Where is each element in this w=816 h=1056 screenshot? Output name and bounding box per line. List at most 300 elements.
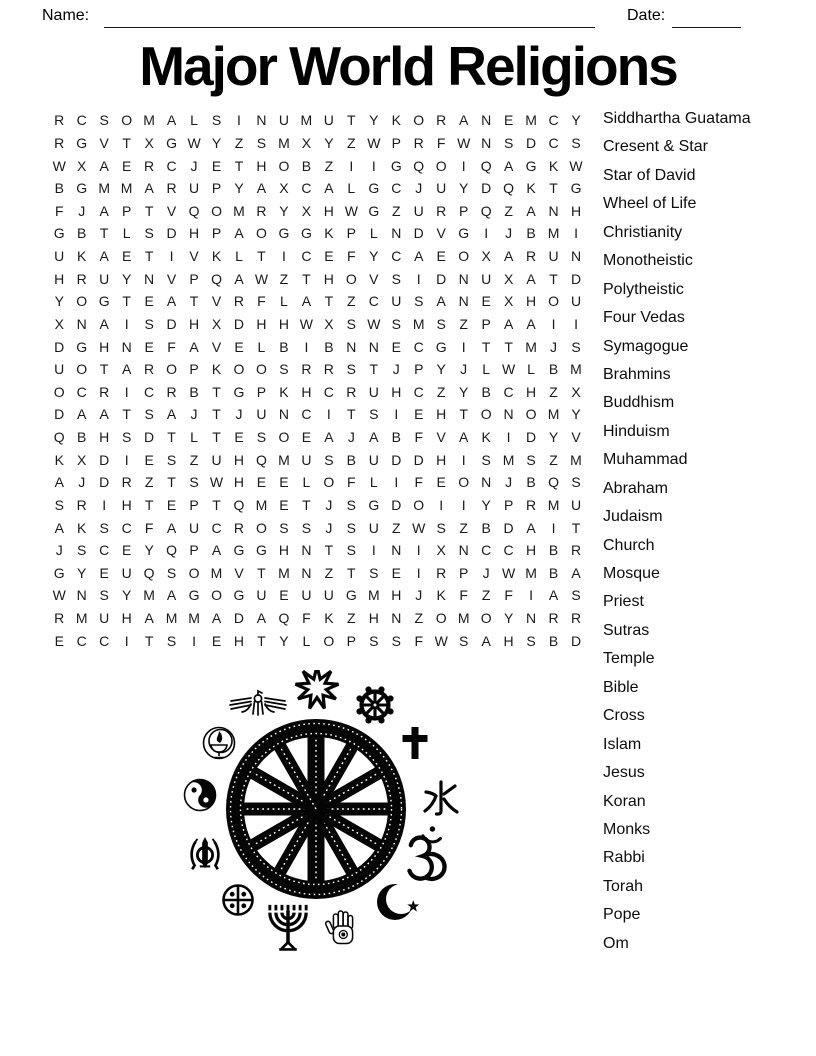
grid-letter: P <box>189 542 199 559</box>
menorah-icon <box>270 905 306 950</box>
grid-letter: C <box>323 383 334 400</box>
grid-letter: V <box>234 564 244 581</box>
grid-letter: T <box>144 496 154 513</box>
grid-letter: O <box>413 496 425 513</box>
grid-letter: C <box>301 248 312 265</box>
grid-letter: M <box>502 451 515 468</box>
grid-letter: H <box>391 587 402 604</box>
grid-letter: T <box>347 564 356 581</box>
grid-letter: S <box>121 429 132 446</box>
grid-letter: R <box>99 383 110 400</box>
grid-letter: T <box>481 338 491 355</box>
grid-letter: T <box>369 361 379 378</box>
grid-letter: W <box>299 315 313 332</box>
grid-letter: X <box>503 293 514 310</box>
grid-letter: M <box>98 180 110 197</box>
grid-letter: I <box>237 112 241 129</box>
grid-letter: S <box>99 587 109 604</box>
grid-letter: C <box>99 542 110 559</box>
grid-letter: V <box>571 429 581 446</box>
grid-letter: O <box>278 429 290 446</box>
grid-letter: U <box>301 587 312 604</box>
grid-letter: U <box>278 112 289 129</box>
grid-letter: M <box>143 587 155 604</box>
grid-letter: A <box>301 293 312 310</box>
grid-letter: V <box>369 270 379 287</box>
grid-letter: T <box>122 406 131 423</box>
grid-letter: S <box>346 542 356 559</box>
grid-letter: K <box>54 451 64 468</box>
grid-letter: A <box>526 315 536 332</box>
grid-letter: H <box>188 225 200 242</box>
grid-letter: W <box>502 361 516 378</box>
grid-letter: C <box>99 632 110 649</box>
word-list-item: Mosque <box>603 565 660 582</box>
grid-letter: H <box>436 406 447 423</box>
grid-letter: R <box>323 361 334 378</box>
grid-letter: K <box>391 112 401 129</box>
grid-letter: Q <box>480 202 492 219</box>
grid-letter: D <box>144 429 155 446</box>
grid-letter: N <box>76 587 87 604</box>
grid-letter: F <box>504 587 513 604</box>
grid-letter: F <box>144 519 154 536</box>
grid-letter: I <box>416 564 421 581</box>
religious-symbols-emblem <box>168 670 468 962</box>
grid-letter: E <box>279 496 289 513</box>
grid-letter: S <box>503 134 514 151</box>
word-list-item: Temple <box>603 650 655 668</box>
grid-letter: V <box>211 293 222 310</box>
dharma-wheel-icon <box>356 686 393 723</box>
word-list-item: Judaism <box>603 508 663 526</box>
grid-letter: Z <box>391 519 401 536</box>
grid-letter: U <box>121 564 132 581</box>
grid-letter: A <box>144 180 154 197</box>
grid-letter: E <box>436 248 446 265</box>
grid-letter: R <box>54 610 65 627</box>
grid-letter: B <box>391 429 401 446</box>
grid-letter: X <box>144 134 154 151</box>
word-list-item: Jesus <box>603 764 645 782</box>
word-list-item: Monks <box>603 820 651 838</box>
word-list-item: Bible <box>603 678 639 696</box>
grid-letter: O <box>278 157 290 174</box>
grid-letter: N <box>391 610 402 627</box>
grid-letter: A <box>548 587 559 604</box>
grid-letter: Z <box>481 587 491 604</box>
grid-letter: P <box>346 632 356 649</box>
grid-letter: P <box>211 225 222 242</box>
grid-letter: H <box>99 429 110 446</box>
grid-letter: L <box>347 180 356 197</box>
om-icon <box>409 826 444 879</box>
word-list-item: Muhammad <box>603 451 688 469</box>
word-list-item: Wheel of Life <box>603 195 697 213</box>
grid-letter: W <box>434 632 448 649</box>
grid-letter: V <box>166 270 177 287</box>
grid-letter: P <box>189 270 199 287</box>
grid-letter: B <box>324 338 334 355</box>
grid-letter: H <box>503 632 514 649</box>
grid-letter: H <box>301 383 312 400</box>
grid-letter: U <box>368 519 379 536</box>
grid-letter: A <box>166 519 177 536</box>
grid-letter: M <box>547 225 560 242</box>
native-medicine-wheel-icon <box>224 886 253 915</box>
grid-letter: E <box>166 496 177 513</box>
grid-letter: W <box>209 474 224 491</box>
grid-letter: H <box>99 338 110 355</box>
grid-letter: M <box>525 564 537 581</box>
grid-letter: U <box>436 180 447 197</box>
grid-letter: O <box>435 610 447 627</box>
grid-letter: V <box>436 429 446 446</box>
date-blank-line <box>672 8 741 28</box>
grid-letter: H <box>526 542 537 559</box>
word-list <box>603 105 751 958</box>
grid-letter: M <box>278 564 290 581</box>
grid-letter: B <box>526 225 536 242</box>
grid-letter: H <box>323 202 334 219</box>
grid-letter: G <box>570 180 582 197</box>
grid-letter: R <box>166 180 177 197</box>
grid-letter: W <box>412 519 426 536</box>
grid-letter: I <box>394 406 399 423</box>
grid-letter: S <box>189 474 199 491</box>
faravahar-icon <box>230 691 286 715</box>
grid-letter: T <box>234 157 244 174</box>
word-list-item: Cross <box>603 707 645 725</box>
grid-letter: Y <box>503 610 514 627</box>
word-list-item: Church <box>603 536 655 554</box>
grid-letter: Q <box>53 429 65 446</box>
grid-letter: M <box>120 180 133 197</box>
grid-letter: I <box>416 542 421 559</box>
grid-letter: J <box>190 406 198 423</box>
grid-letter: A <box>99 406 109 423</box>
grid-letter: I <box>326 406 331 423</box>
grid-letter: F <box>414 474 424 491</box>
grid-letter: O <box>53 383 65 400</box>
grid-letter: B <box>548 542 559 559</box>
grid-letter: C <box>144 383 155 400</box>
grid-letter: F <box>257 293 266 310</box>
grid-letter: O <box>166 361 178 378</box>
grid-letter: Q <box>480 157 492 174</box>
grid-letter: P <box>189 361 199 378</box>
grid-letter: Y <box>234 180 244 197</box>
grid-letter: K <box>436 587 446 604</box>
grid-letter: D <box>436 270 447 287</box>
grid-letter: C <box>121 519 132 536</box>
word-list-item: Om <box>603 934 629 952</box>
grid-letter: L <box>369 474 378 491</box>
grid-letter: M <box>570 451 582 468</box>
grid-letter: E <box>279 587 289 604</box>
grid-letter: S <box>166 632 177 649</box>
grid-letter: R <box>256 202 267 219</box>
grid-letter: T <box>459 406 468 423</box>
grid-letter: G <box>76 134 88 151</box>
grid-letter: I <box>371 157 376 174</box>
grid-letter: C <box>76 632 87 649</box>
grid-letter: I <box>281 248 286 265</box>
grid-letter: S <box>99 519 109 536</box>
grid-letter: X <box>211 315 222 332</box>
grid-letter: S <box>369 406 379 423</box>
grid-letter: R <box>570 610 582 627</box>
grid-letter: V <box>211 338 222 355</box>
grid-letter: M <box>412 315 425 332</box>
grid-letter: J <box>415 180 423 197</box>
grid-letter: D <box>391 451 402 468</box>
grid-letter: P <box>503 496 514 513</box>
grid-letter: N <box>391 225 402 242</box>
confucianism-water-icon <box>425 782 457 814</box>
grid-letter: P <box>414 361 424 378</box>
grid-letter: M <box>210 564 223 581</box>
word-list-item: Symagogue <box>603 337 689 355</box>
grid-letter: R <box>436 564 447 581</box>
grid-letter: D <box>413 451 424 468</box>
grid-letter: N <box>121 338 132 355</box>
grid-letter: B <box>548 564 559 581</box>
grid-letter: O <box>413 112 425 129</box>
grid-letter: M <box>547 406 560 423</box>
grid-letter: F <box>436 134 446 151</box>
grid-letter: G <box>368 180 380 197</box>
grid-letter: O <box>121 112 133 129</box>
grid-letter: T <box>347 112 356 129</box>
grid-letter: C <box>413 338 424 355</box>
grid-letter: A <box>526 519 536 536</box>
grid-letter: T <box>257 564 266 581</box>
grid-letter: S <box>571 474 581 491</box>
grid-letter: N <box>481 112 492 129</box>
grid-letter: A <box>459 112 469 129</box>
grid-letter: D <box>54 338 65 355</box>
grid-letter: R <box>526 248 537 265</box>
grid-letter: C <box>76 112 87 129</box>
grid-letter: E <box>436 474 446 491</box>
grid-letter: K <box>77 519 87 536</box>
grid-letter: I <box>461 338 466 355</box>
bahai-nine-pointed-star-icon <box>296 670 339 708</box>
grid-letter: O <box>345 270 357 287</box>
grid-letter: K <box>481 429 491 446</box>
grid-letter: Q <box>503 180 515 197</box>
grid-letter: S <box>369 632 379 649</box>
grid-letter: D <box>166 225 177 242</box>
dharma-wheel-large-icon <box>231 724 402 895</box>
grid-letter: I <box>124 632 129 649</box>
grid-letter: O <box>323 474 335 491</box>
grid-letter: U <box>413 202 424 219</box>
grid-letter: J <box>550 338 558 355</box>
grid-letter: S <box>436 315 446 332</box>
grid-letter: R <box>301 361 312 378</box>
grid-letter: D <box>413 225 424 242</box>
grid-letter: G <box>233 383 245 400</box>
grid-letter: N <box>301 542 312 559</box>
grid-letter: D <box>233 610 245 627</box>
grid-letter: J <box>78 474 86 491</box>
grid-letter: T <box>549 180 558 197</box>
grid-letter: G <box>368 202 380 219</box>
grid-letter: T <box>257 632 266 649</box>
grid-letter: G <box>525 157 537 174</box>
grid-letter: G <box>390 157 402 174</box>
name-blank-line <box>104 8 595 28</box>
christian-cross-icon <box>403 727 428 759</box>
grid-letter: O <box>458 248 470 265</box>
grid-letter: Z <box>347 610 356 627</box>
grid-letter: S <box>414 293 424 310</box>
grid-letter: W <box>344 202 358 219</box>
grid-letter: R <box>121 474 132 491</box>
grid-letter: C <box>391 180 402 197</box>
grid-letter: A <box>571 564 581 581</box>
grid-letter: B <box>54 180 64 197</box>
grid-letter: G <box>53 564 65 581</box>
grid-letter: L <box>280 293 288 310</box>
grid-letter: S <box>526 451 536 468</box>
grid-letter: E <box>121 157 132 174</box>
grid-letter: Q <box>188 202 200 219</box>
grid-letter: G <box>76 338 88 355</box>
grid-letter: N <box>526 610 537 627</box>
grid-letter: N <box>548 202 559 219</box>
grid-letter: K <box>324 610 334 627</box>
grid-letter: A <box>459 429 469 446</box>
grid-letter: S <box>391 315 401 332</box>
grid-letter: T <box>212 496 221 513</box>
grid-letter: A <box>526 270 536 287</box>
grid-letter: B <box>548 361 559 378</box>
grid-letter: X <box>54 315 64 332</box>
grid-letter: U <box>368 451 379 468</box>
grid-letter: N <box>346 338 357 355</box>
grid-letter: W <box>569 157 583 174</box>
grid-letter: S <box>346 315 356 332</box>
grid-letter: H <box>256 315 267 332</box>
grid-letter: A <box>166 112 177 129</box>
grid-letter: E <box>503 112 514 129</box>
grid-letter: N <box>481 474 492 491</box>
grid-letter: M <box>457 610 470 627</box>
grid-letter: U <box>323 587 334 604</box>
grid-letter: H <box>368 610 379 627</box>
grid-letter: S <box>256 429 267 446</box>
grid-letter: Q <box>233 496 245 513</box>
grid-letter: Y <box>369 248 379 265</box>
grid-letter: I <box>461 496 466 513</box>
grid-letter: L <box>190 429 198 446</box>
grid-letter: T <box>167 474 176 491</box>
grid-letter: E <box>144 451 154 468</box>
grid-letter: D <box>526 134 537 151</box>
grid-letter: H <box>233 451 245 468</box>
grid-letter: H <box>233 474 245 491</box>
grid-letter: A <box>54 474 64 491</box>
grid-letter: A <box>234 225 244 242</box>
grid-letter: X <box>301 134 312 151</box>
grid-letter: Z <box>234 134 244 151</box>
word-list-item: Monotheistic <box>603 252 693 270</box>
grid-letter: T <box>302 270 311 287</box>
grid-letter: D <box>570 270 582 287</box>
grid-letter: T <box>122 293 131 310</box>
grid-letter: T <box>549 270 558 287</box>
grid-letter: L <box>122 225 131 242</box>
word-list-item: Christianity <box>603 223 683 241</box>
grid-letter: A <box>99 202 109 219</box>
grid-letter: V <box>436 225 446 242</box>
grid-letter: O <box>548 293 559 310</box>
grid-letter: N <box>368 338 379 355</box>
grid-letter: A <box>189 338 199 355</box>
grid-letter: A <box>77 406 87 423</box>
grid-letter: D <box>166 315 177 332</box>
grid-letter: F <box>414 632 424 649</box>
grid-letter: Q <box>211 270 222 287</box>
grid-letter: P <box>256 383 267 400</box>
page-title: Major World Religions <box>139 35 677 97</box>
grid-letter: S <box>279 519 289 536</box>
grid-letter: F <box>302 610 311 627</box>
grid-letter: S <box>571 587 581 604</box>
grid-letter: X <box>571 383 581 400</box>
grid-letter: D <box>503 519 514 536</box>
grid-letter: F <box>347 474 356 491</box>
grid-letter: Y <box>121 270 132 287</box>
grid-letter: C <box>166 157 177 174</box>
grid-letter: T <box>571 519 581 536</box>
grid-letter: O <box>76 293 88 310</box>
grid-letter: I <box>349 157 354 174</box>
grid-letter: Y <box>324 134 334 151</box>
grid-letter: G <box>368 496 380 513</box>
grid-letter: R <box>526 496 537 513</box>
word-list-item: Rabbi <box>603 849 645 867</box>
grid-letter: S <box>77 542 87 559</box>
grid-letter: Z <box>347 134 356 151</box>
grid-letter: I <box>439 496 444 513</box>
grid-letter: C <box>548 112 559 129</box>
grid-letter: J <box>347 429 355 446</box>
word-list-item: Pope <box>603 906 641 924</box>
grid-letter: Z <box>459 519 468 536</box>
grid-letter: G <box>76 180 88 197</box>
grid-letter: Q <box>278 610 290 627</box>
grid-letter: Y <box>548 429 559 446</box>
grid-letter: U <box>481 270 492 287</box>
grid-letter: T <box>324 293 334 310</box>
yin-yang-icon <box>178 773 222 817</box>
grid-letter: G <box>278 225 290 242</box>
grid-letter: U <box>99 610 110 627</box>
grid-letter: A <box>234 270 244 287</box>
grid-letter: X <box>301 202 312 219</box>
grid-letter: A <box>166 587 177 604</box>
word-list-item: Koran <box>603 792 646 810</box>
word-list-item: Siddhartha Guatama <box>603 110 751 127</box>
grid-letter: M <box>525 112 537 129</box>
grid-letter: H <box>526 293 537 310</box>
grid-letter: M <box>525 338 537 355</box>
grid-letter: X <box>481 248 491 265</box>
